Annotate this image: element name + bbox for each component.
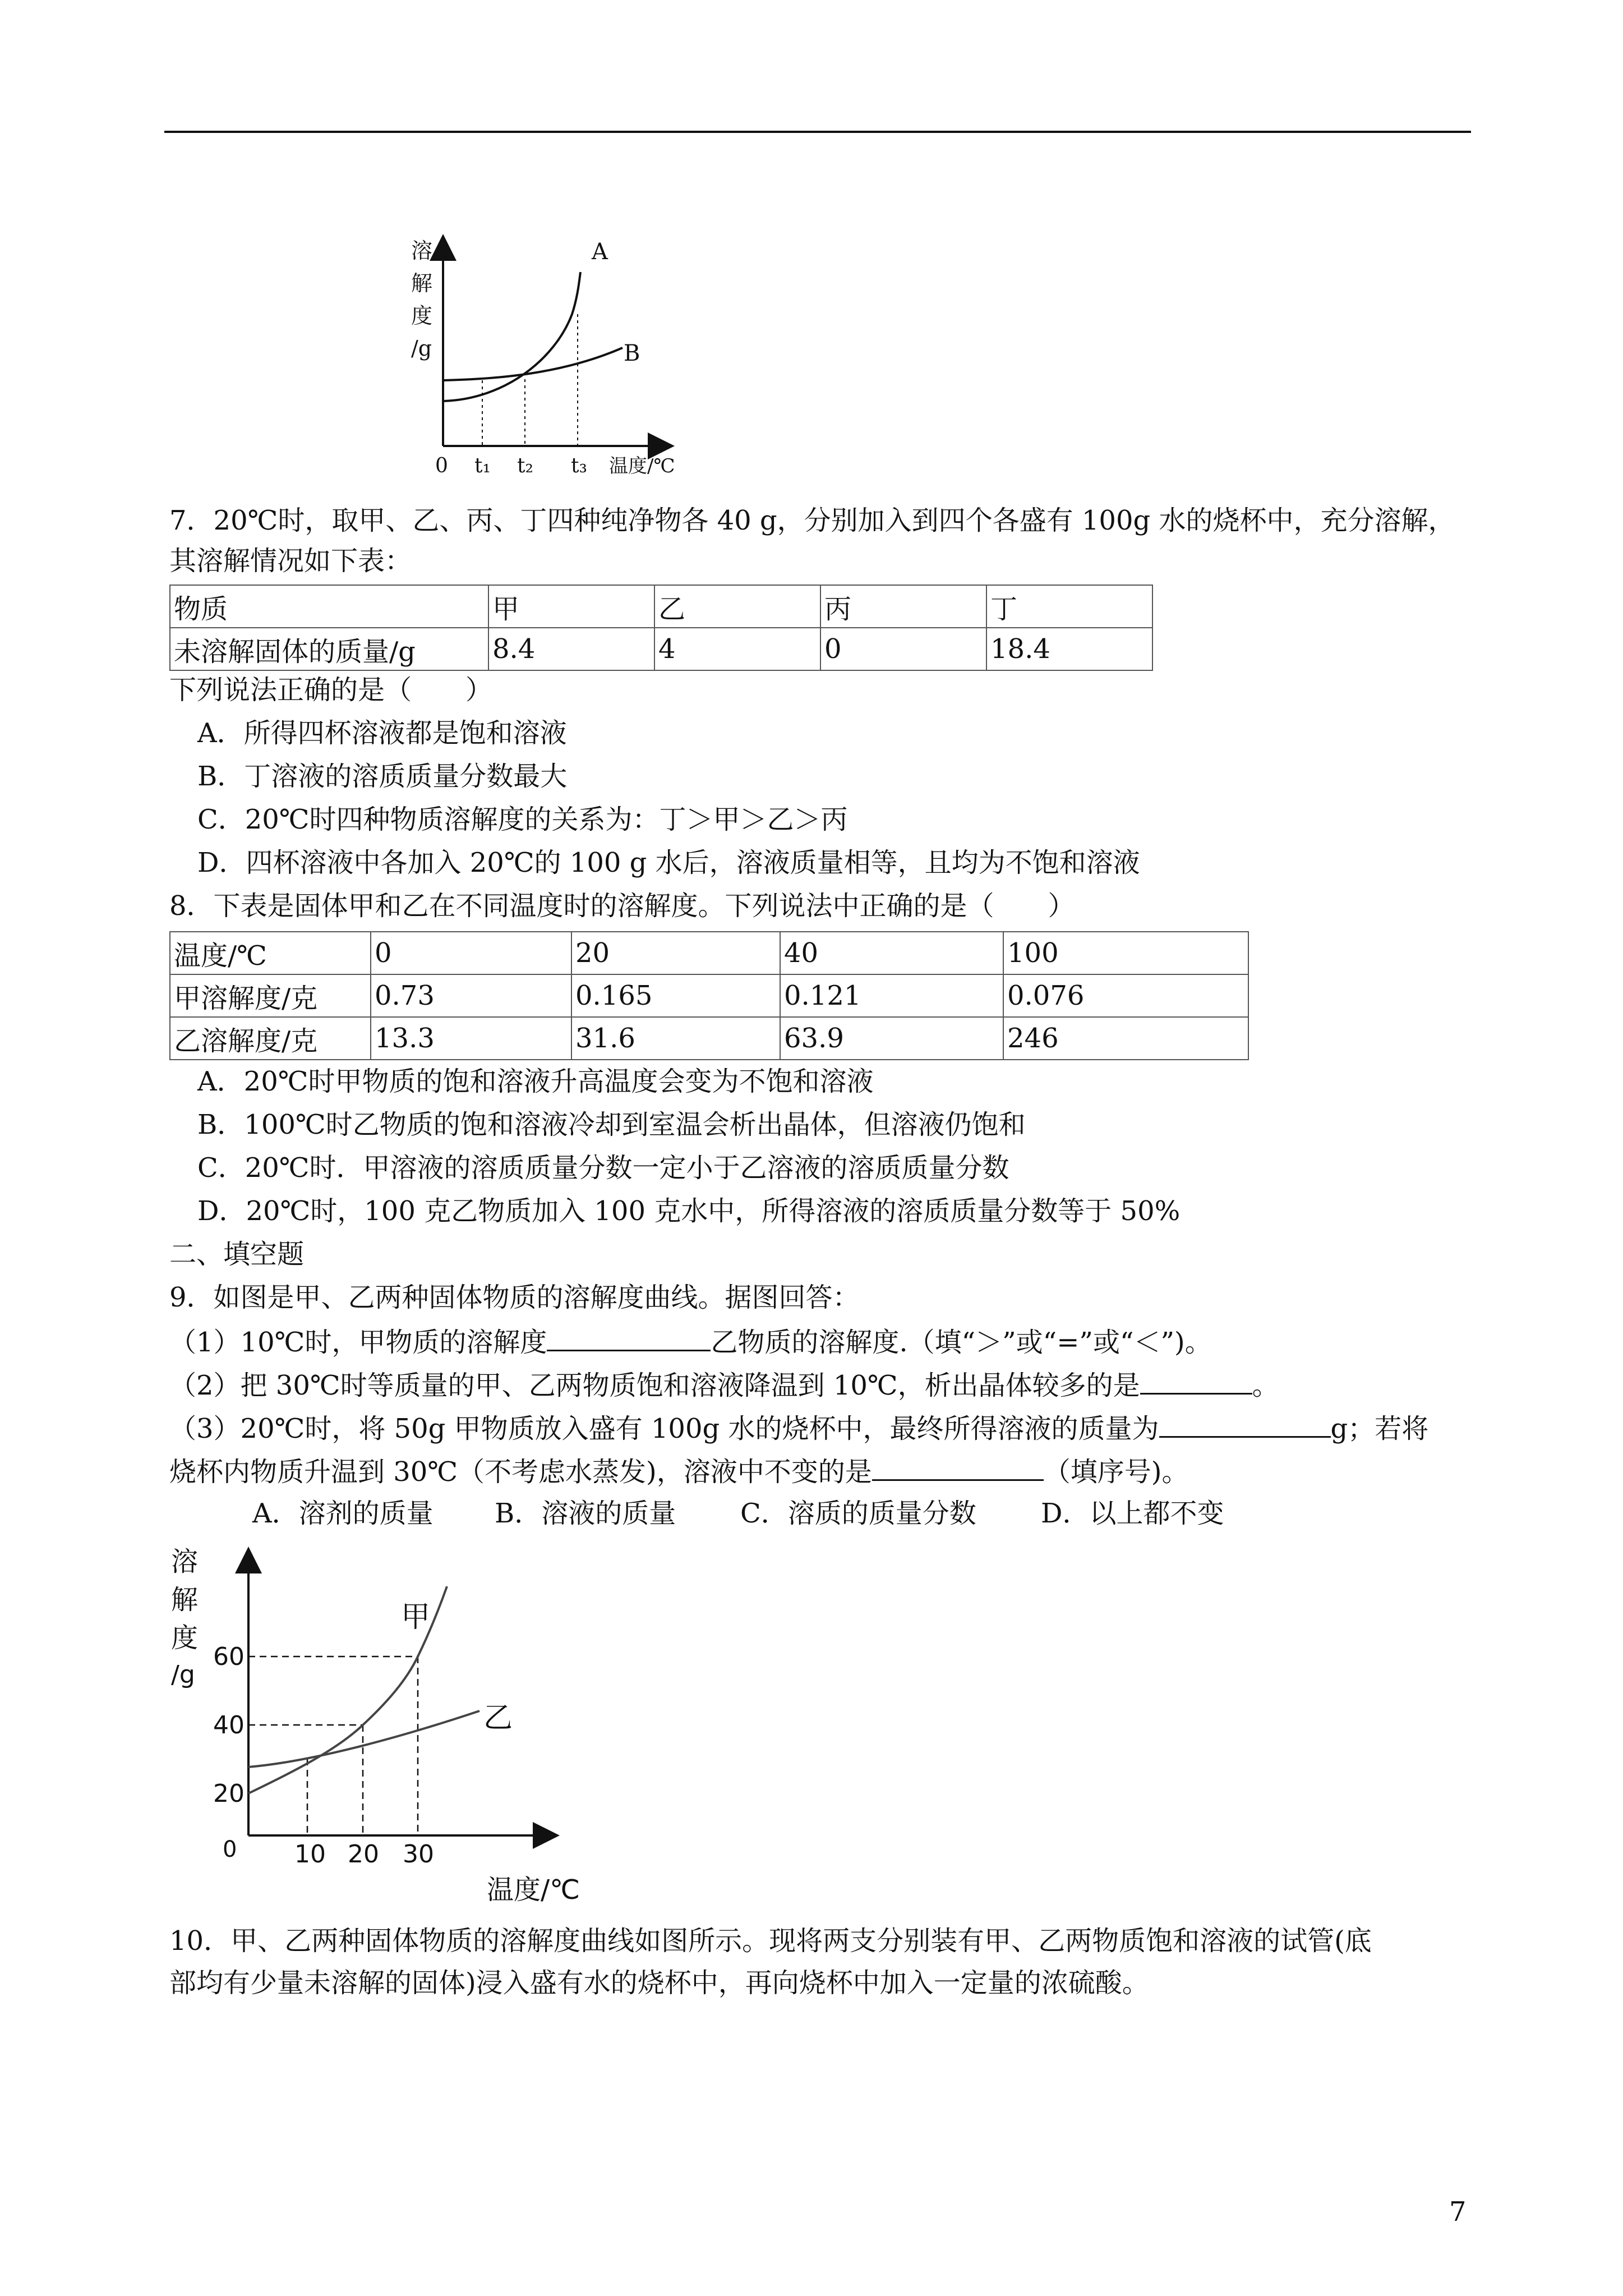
q9-option-c: C．溶质的质量分数 — [740, 1498, 976, 1529]
q7-text-line1: 7．20℃时，取甲、乙、丙、丁四种纯净物各 40 g，分别加入到四个各盛有 100g 水的烧杯中，充分溶解， — [169, 505, 1455, 536]
q7-option-a: A．所得四杯溶液都是饱和溶液 — [197, 717, 567, 749]
q8-option-c: C．20℃时．甲溶液的溶质质量分数一定小于乙溶液的溶质质量分数 — [197, 1152, 1009, 1184]
fig2-ylabel-2: 解 — [171, 1584, 199, 1616]
q9-part3-text-d: （填序号)。 — [1043, 1456, 1189, 1488]
table-cell: 0.076 — [1003, 974, 1248, 1017]
figure-1-solubility-curves — [393, 222, 707, 485]
fig2-xtick-30: 30 — [403, 1840, 434, 1869]
table-row — [170, 932, 1248, 974]
table-row — [170, 628, 1152, 670]
fig2-curve-yi — [248, 1711, 479, 1767]
fig1-ylabel-1: 溶 — [411, 238, 433, 263]
q9-part3-text-c: 烧杯内物质升温到 30℃（不考虑水蒸发)，溶液中不变的是 — [169, 1456, 872, 1488]
fig2-curve-yi-label: 乙 — [483, 1701, 513, 1735]
q8-option-a: A．20℃时甲物质的饱和溶液升高温度会变为不饱和溶液 — [197, 1066, 874, 1097]
fig2-ytick-20: 20 — [213, 1779, 245, 1808]
table-cell: 物质 — [170, 585, 488, 628]
fig1-ylabel-2: 解 — [411, 271, 433, 296]
table-cell: 246 — [1003, 1017, 1248, 1060]
fig2-xtick-10: 10 — [294, 1840, 326, 1869]
q9-part3-text-a: （3）20℃时，将 50g 甲物质放入盛有 100g 水的烧杯中，最终所得溶液的质量为 — [169, 1413, 1159, 1444]
fig1-t3: t₃ — [571, 454, 587, 477]
q9-part2-text-b: 。 — [1252, 1370, 1279, 1401]
q7-option-b: B．丁溶液的溶质质量分数最大 — [197, 761, 568, 792]
table-row — [170, 585, 1152, 628]
table-cell: 0 — [371, 932, 571, 974]
page-number: 7 — [1449, 2196, 1467, 2228]
table-cell: 13.3 — [371, 1017, 571, 1060]
q10-line2: 部均有少量未溶解的固体)浸入盛有水的烧杯中，再向烧杯中加入一定量的浓硫酸。 — [169, 1967, 1149, 1999]
table-cell: 0.73 — [371, 974, 571, 1017]
fig2-xlabel: 温度/℃ — [487, 1874, 580, 1906]
table-cell: 31.6 — [571, 1017, 780, 1060]
q9-text: 9．如图是甲、乙两种固体物质的溶解度曲线。据图回答： — [169, 1282, 860, 1313]
q7-stem: 下列说法正确的是（ ） — [169, 674, 493, 706]
q8-option-d: D．20℃时，100 克乙物质加入 100 克水中，所得溶液的溶质质量分数等于 50% — [197, 1195, 1181, 1227]
fig1-ylabel-3: 度 — [411, 303, 433, 328]
q9-blank-4[interactable] — [872, 1453, 1044, 1481]
q9-option-d: D．以上都不变 — [1041, 1498, 1224, 1529]
table-cell: 未溶解固体的质量/g — [170, 628, 488, 670]
fig1-curve-b — [443, 348, 623, 380]
table-cell: 20 — [571, 932, 780, 974]
table-cell: 18.4 — [986, 628, 1152, 670]
q8-table — [169, 931, 1249, 1060]
fig2-ytick-40: 40 — [213, 1711, 245, 1740]
q9-part3-text-b: g；若将 — [1330, 1413, 1429, 1444]
fig1-xlabel: 温度/℃ — [609, 455, 675, 477]
fig2-curve-jia-label: 甲 — [401, 1600, 431, 1634]
q7-option-d: D．四杯溶液中各加入 20℃的 100 g 水后，溶液质量相等，且均为不饱和溶液 — [197, 847, 1140, 878]
q7-text-line2: 其溶解情况如下表： — [169, 545, 412, 577]
table-cell: 0.121 — [780, 974, 1003, 1017]
fig1-curve-a-label: A — [592, 239, 608, 265]
table-row — [170, 974, 1248, 1017]
q8-option-b: B．100℃时乙物质的饱和溶液冷却到室温会析出晶体，但溶液仍饱和 — [197, 1109, 1026, 1140]
table-cell: 甲 — [488, 585, 654, 628]
q8-text: 8．下表是固体甲和乙在不同温度时的溶解度。下列说法中正确的是（ ） — [169, 890, 1075, 922]
table-cell: 63.9 — [780, 1017, 1003, 1060]
q9-blank-2[interactable] — [1140, 1367, 1252, 1395]
fig2-ylabel-1: 溶 — [171, 1546, 199, 1577]
table-cell: 乙溶解度/克 — [170, 1017, 371, 1060]
fig2-ytick-60: 60 — [213, 1642, 245, 1671]
table-cell: 温度/℃ — [170, 932, 371, 974]
q9-blank-3[interactable] — [1159, 1410, 1331, 1438]
section-heading: 二、填空题 — [169, 1239, 305, 1270]
fig2-xtick-20: 20 — [348, 1840, 379, 1869]
header-rule — [164, 131, 1471, 133]
fig1-curve-a — [443, 272, 580, 401]
fig2-ylabel-3: 度 — [171, 1622, 199, 1654]
table-cell: 4 — [654, 628, 820, 670]
q9-option-b: B．溶液的质量 — [495, 1498, 676, 1529]
table-cell: 丁 — [986, 585, 1152, 628]
fig1-origin: 0 — [435, 454, 448, 477]
fig1-ylabel-4: /g — [411, 336, 432, 361]
figure-2-solubility-curves — [163, 1537, 611, 1918]
q10-line1: 10．甲、乙两种固体物质的溶解度曲线如图所示。现将两支分别装有甲、乙两物质饱和溶液的试管(底 — [169, 1925, 1372, 1957]
q9-part1-text-b: 乙物质的溶解度.（填“＞”或“=”或“＜”)。 — [711, 1327, 1212, 1358]
table-cell: 0 — [820, 628, 986, 670]
q9-part3-cont — [169, 1453, 1189, 1489]
q9-option-a: A．溶剂的质量 — [252, 1498, 434, 1529]
table-cell: 0.165 — [571, 974, 780, 1017]
table-cell: 8.4 — [488, 628, 654, 670]
fig1-t1: t₁ — [474, 454, 491, 477]
table-cell: 甲溶解度/克 — [170, 974, 371, 1017]
fig2-ytick-0: 0 — [223, 1837, 237, 1862]
fig1-t2: t₂ — [517, 454, 533, 477]
q9-blank-1[interactable] — [547, 1324, 711, 1351]
table-row — [170, 1017, 1248, 1060]
table-cell: 40 — [780, 932, 1003, 974]
table-cell: 乙 — [654, 585, 820, 628]
q9-part1 — [169, 1324, 1212, 1359]
table-cell: 丙 — [820, 585, 986, 628]
q9-part2-text-a: （2）把 30℃时等质量的甲、乙两物质饱和溶液降温到 10℃，析出晶体较多的是 — [169, 1370, 1140, 1401]
q9-part2 — [169, 1367, 1279, 1402]
fig1-curve-b-label: B — [624, 341, 640, 366]
q9-part1-text-a: （1）10℃时，甲物质的溶解度 — [169, 1327, 547, 1358]
table-cell: 100 — [1003, 932, 1248, 974]
fig2-ylabel-4: /g — [171, 1660, 195, 1689]
q7-table — [169, 585, 1153, 671]
q7-option-c: C．20℃时四种物质溶解度的关系为：丁＞甲＞乙＞丙 — [197, 804, 848, 835]
q9-part3 — [169, 1410, 1428, 1446]
